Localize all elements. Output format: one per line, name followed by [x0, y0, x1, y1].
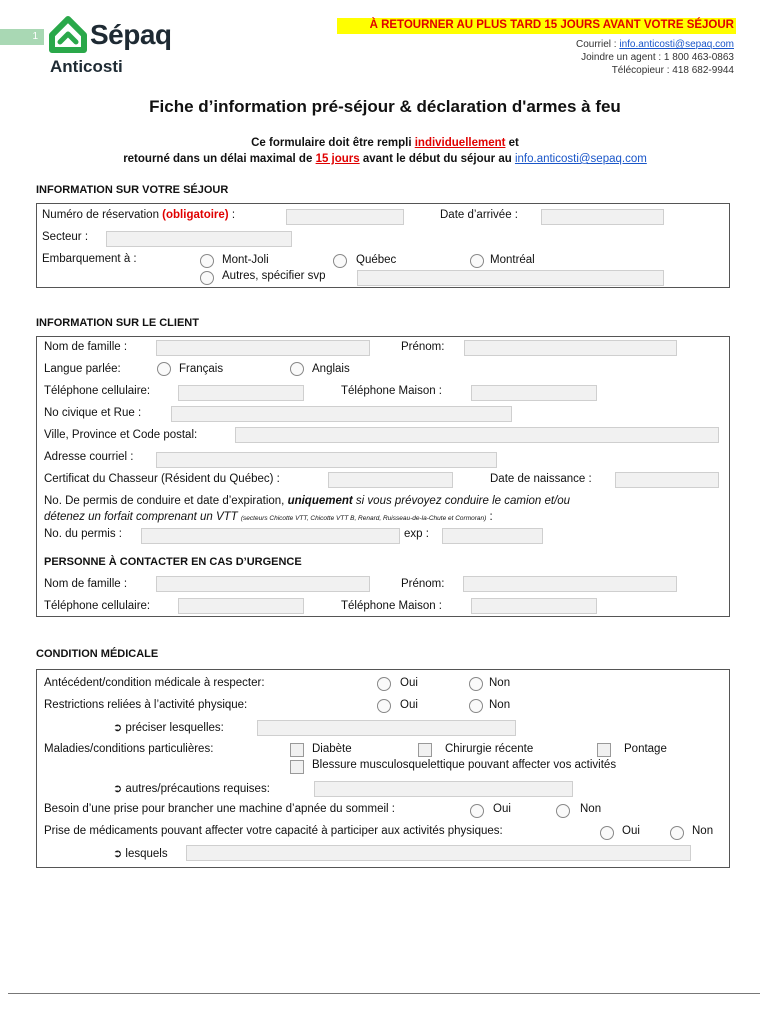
option-quebec: Québec	[356, 254, 397, 266]
specify-label: ➲ préciser lesquelles:	[113, 721, 224, 734]
arrival-date-input[interactable]	[541, 209, 664, 225]
header-email-link[interactable]: info.anticosti@sepaq.com	[619, 39, 734, 50]
client-first-name-input[interactable]	[464, 340, 677, 356]
sepaq-logo	[48, 16, 188, 76]
reservation-input[interactable]	[286, 209, 404, 225]
radio-meds-no[interactable]	[670, 826, 684, 840]
option-montreal: Montréal	[490, 254, 535, 266]
radio-english[interactable]	[290, 362, 304, 376]
emergency-last-name-label: Nom de famille :	[44, 578, 128, 590]
emergency-last-name-input[interactable]	[156, 576, 370, 592]
radio-meds-yes[interactable]	[600, 826, 614, 840]
emergency-cell-input[interactable]	[178, 598, 304, 614]
client-cell-input[interactable]	[178, 385, 304, 401]
arrow-icon: ➲	[113, 721, 123, 734]
expiration-input[interactable]	[442, 528, 543, 544]
client-cell-label: Téléphone cellulaire:	[44, 385, 151, 397]
street-input[interactable]	[171, 406, 512, 422]
injury-label: Blessure musculosquelettique pouvant affecter vos activités	[312, 759, 617, 771]
antecedent-label: Antécédent/condition médicale à respecter:	[44, 677, 265, 689]
permit-number-label: No. du permis :	[44, 528, 122, 540]
restrictions-yes: Oui	[400, 699, 418, 711]
apnea-yes: Oui	[493, 803, 511, 815]
client-home-label: Téléphone Maison :	[341, 385, 443, 397]
city-label: Ville, Province et Code postal:	[44, 429, 198, 441]
sector-label: Secteur :	[42, 231, 89, 243]
intro-email-link[interactable]: info.anticosti@sepaq.com	[514, 153, 647, 165]
radio-restrictions-yes[interactable]	[377, 699, 391, 713]
brand-name: Sépaq	[90, 19, 172, 50]
radio-french[interactable]	[157, 362, 171, 376]
client-email-input[interactable]	[156, 452, 497, 468]
expiration-label: exp :	[404, 528, 429, 540]
radio-quebec[interactable]	[333, 254, 347, 268]
arrow-icon: ➲	[113, 782, 123, 795]
client-first-name-label: Prénom:	[401, 341, 445, 353]
reservation-label: Numéro de réservation (obligatoire) :	[42, 209, 236, 221]
radio-antecedent-no[interactable]	[469, 677, 483, 691]
which-input[interactable]	[186, 845, 691, 861]
specify-input[interactable]	[257, 720, 516, 736]
option-mont-joli: Mont-Joli	[222, 254, 269, 266]
emergency-home-input[interactable]	[471, 598, 597, 614]
radio-apnea-yes[interactable]	[470, 804, 484, 818]
language-label: Langue parlée:	[44, 363, 121, 375]
agent-phone: Joindre un agent : 1 800 463-0863	[581, 52, 734, 63]
antecedent-no: Non	[489, 677, 511, 689]
which-label: ➲ lesquels	[113, 847, 168, 860]
arrow-icon: ➲	[113, 847, 123, 860]
diseases-label: Maladies/conditions particulières:	[44, 743, 214, 755]
client-last-name-label: Nom de famille :	[44, 341, 128, 353]
boarding-label: Embarquement à :	[42, 253, 137, 265]
surgery-label: Chirurgie récente	[445, 743, 534, 755]
license-text-2: détenez un forfait comprenant un VTT (secteurs Chicotte VTT, Chicotte VTT B, Renard, Ruisseau-de-la-Chute et Cormoran) :	[44, 511, 493, 523]
emergency-first-name-label: Prénom:	[401, 578, 445, 590]
client-last-name-input[interactable]	[156, 340, 370, 356]
language-english: Anglais	[312, 363, 350, 375]
radio-mont-joli[interactable]	[200, 254, 214, 268]
city-input[interactable]	[235, 427, 719, 443]
contact-block: Courriel : info.anticosti@sepaq.com Joindre un agent : 1 800 463-0863 Télécopieur : 418 682-9944	[575, 39, 734, 76]
restrictions-label: Restrictions reliées à l’activité physique:	[44, 699, 248, 711]
return-notice: À RETOURNER AU PLUS TARD 15 JOURS AVANT VOTRE SÉJOUR	[337, 18, 736, 34]
emergency-heading: PERSONNE À CONTACTER EN CAS D’URGENCE	[44, 556, 302, 568]
radio-restrictions-no[interactable]	[469, 699, 483, 713]
hunter-certificate-input[interactable]	[328, 472, 453, 488]
medical-heading: CONDITION MÉDICALE	[36, 648, 159, 660]
language-french: Français	[179, 363, 224, 375]
stay-heading: INFORMATION SUR VOTRE SÉJOUR	[36, 184, 229, 196]
checkbox-injury[interactable]	[290, 760, 304, 774]
others-input[interactable]	[314, 781, 573, 797]
apnea-no: Non	[580, 803, 602, 815]
birth-date-input[interactable]	[615, 472, 719, 488]
permit-number-input[interactable]	[141, 528, 400, 544]
intro-line-2: retourné dans un délai maximal de 15 jours avant le début du séjour au info.anticosti@sepaq.com	[123, 153, 647, 165]
radio-antecedent-yes[interactable]	[377, 677, 391, 691]
meds-yes: Oui	[622, 825, 640, 837]
emergency-home-label: Téléphone Maison :	[341, 600, 443, 612]
footer-divider	[8, 993, 760, 994]
client-home-input[interactable]	[471, 385, 597, 401]
sector-input[interactable]	[106, 231, 292, 247]
radio-apnea-no[interactable]	[556, 804, 570, 818]
arrival-label: Date d’arrivée :	[440, 209, 518, 221]
option-other: Autres, spécifier svp	[222, 270, 326, 282]
radio-montreal[interactable]	[470, 254, 484, 268]
sub-brand-name: Anticosti	[50, 57, 123, 76]
client-email-label: Adresse courriel :	[44, 451, 134, 463]
checkbox-surgery[interactable]	[418, 743, 432, 757]
client-heading: INFORMATION SUR LE CLIENT	[36, 317, 199, 329]
meds-no: Non	[692, 825, 714, 837]
checkbox-bypass[interactable]	[597, 743, 611, 757]
antecedent-yes: Oui	[400, 677, 418, 689]
restrictions-no: Non	[489, 699, 511, 711]
others-label: ➲ autres/précautions requises:	[113, 782, 270, 795]
birth-date-label: Date de naissance :	[490, 473, 592, 485]
street-label: No civique et Rue :	[44, 407, 142, 419]
license-text-1: No. De permis de conduire et date d’expiration, uniquement si vous prévoyez conduire le camion et/ou	[44, 495, 571, 507]
emergency-first-name-input[interactable]	[463, 576, 677, 592]
form-title: Fiche d’information pré-séjour & déclaration d'armes à feu	[149, 97, 621, 116]
hunter-certificate-label: Certificat du Chasseur (Résident du Québec) :	[44, 473, 280, 485]
intro-line-1: Ce formulaire doit être rempli individuellement et	[251, 137, 519, 149]
checkbox-diabete[interactable]	[290, 743, 304, 757]
diabete-label: Diabète	[312, 743, 352, 755]
page-number-badge: 1	[0, 29, 44, 45]
emergency-cell-label: Téléphone cellulaire:	[44, 600, 151, 612]
other-boarding-input[interactable]	[357, 270, 664, 286]
meds-label: Prise de médicaments pouvant affecter votre capacité à participer aux activités physiques:	[44, 825, 503, 837]
apnea-label: Besoin d’une prise pour brancher une machine d’apnée du sommeil :	[44, 803, 395, 815]
bypass-label: Pontage	[624, 743, 667, 755]
fax-number: Télécopieur : 418 682-9944	[611, 65, 734, 76]
sepaq-logo-icon	[48, 16, 88, 56]
radio-other[interactable]	[200, 271, 214, 285]
